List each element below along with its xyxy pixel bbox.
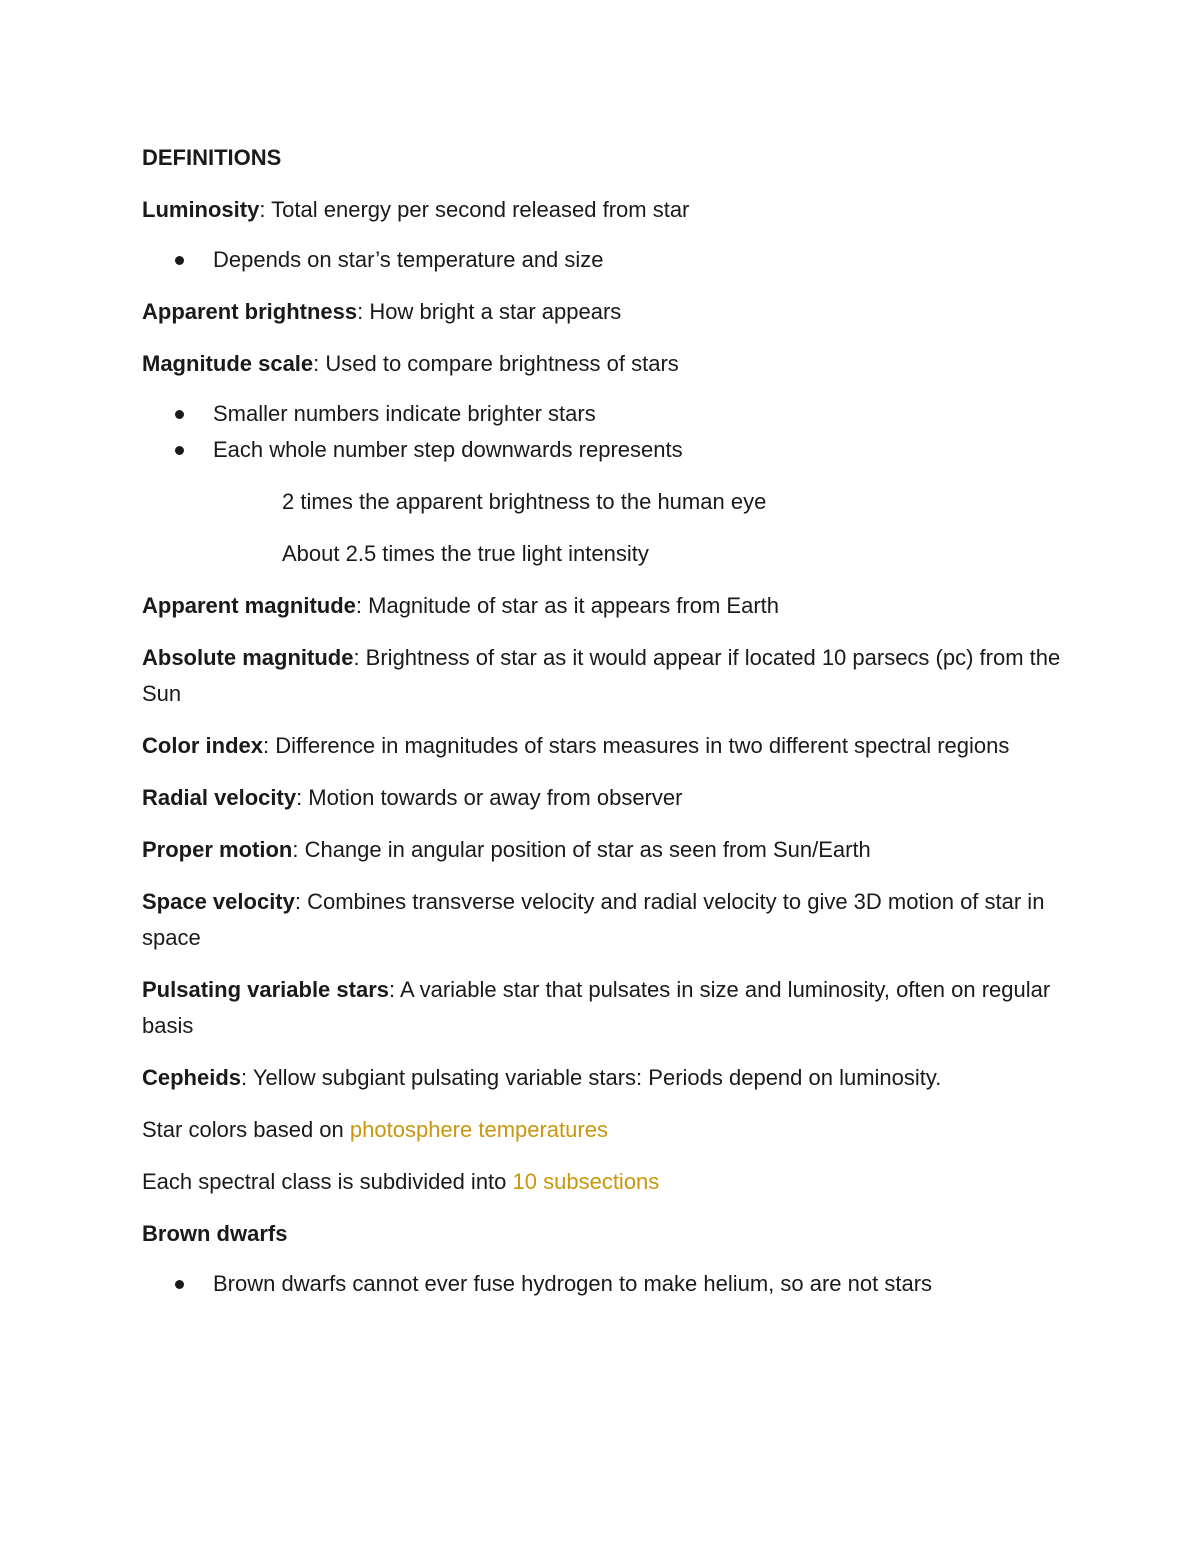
star-colors-line [142, 1112, 1062, 1148]
definition-text: : Used to compare brightness of stars [313, 351, 679, 376]
definition-pulsating-variable-stars [142, 972, 1062, 1044]
definition-luminosity [142, 192, 1062, 228]
brown-dwarfs-bullets [142, 1266, 1062, 1302]
definition-text: : Yellow subgiant pulsating variable stars: Periods depend on luminosity. [241, 1065, 942, 1090]
term: Absolute magnitude [142, 645, 354, 670]
term: Apparent brightness [142, 299, 358, 324]
highlighted-text: photosphere temperatures [349, 1117, 608, 1142]
term: Magnitude scale [142, 351, 314, 376]
definition-text: : Magnitude of star as it appears from Earth [355, 593, 779, 618]
bullet-icon [175, 446, 184, 455]
definition-apparent-magnitude [142, 588, 1062, 624]
definition-apparent-brightness [142, 294, 1062, 330]
definition-text: : Difference in magnitudes of stars measures in two different spectral regions [263, 733, 1010, 758]
plain-text: Each spectral class is subdivided into [142, 1169, 513, 1194]
term: Space velocity [142, 889, 295, 914]
term: Proper motion [142, 837, 293, 862]
definition-text: : Change in angular position of star as seen from Sun/Earth [292, 837, 871, 862]
plain-text: Star colors based on [142, 1117, 350, 1142]
section-heading: DEFINITIONS [142, 145, 282, 170]
definition-radial-velocity [142, 780, 1062, 816]
definition-text: : Motion towards or away from observer [296, 785, 683, 810]
bullet-icon [175, 1280, 184, 1289]
definition-text: : Brightness of star as it would appear if located 10 parsecs (pc) from the Sun [142, 645, 1061, 706]
term: Apparent magnitude [142, 593, 356, 618]
luminosity-bullets [142, 242, 1062, 278]
definition-magnitude-scale [142, 346, 1062, 382]
term: Radial velocity [142, 785, 297, 810]
indented-line: 2 times the apparent brightness to the human eye [282, 489, 767, 514]
bullet-icon [175, 256, 184, 265]
indented-line: About 2.5 times the true light intensity [282, 541, 649, 566]
list-item: Brown dwarfs cannot ever fuse hydrogen to make helium, so are not stars [142, 1266, 1062, 1302]
definition-text: : A variable star that pulsates in size and luminosity, often on regular basis [142, 977, 1051, 1038]
term: Cepheids [142, 1065, 242, 1090]
bullet-icon [175, 410, 184, 419]
term: Pulsating variable stars [142, 977, 389, 1002]
term: Color index [142, 733, 264, 758]
definition-space-velocity [142, 884, 1062, 956]
definition-color-index [142, 728, 1062, 764]
list-item: Smaller numbers indicate brighter stars [142, 396, 1062, 432]
definition-text: : Total energy per second released from star [259, 197, 690, 222]
highlighted-text: 10 subsections [512, 1169, 660, 1194]
definition-absolute-magnitude [142, 640, 1062, 712]
definition-text: : Combines transverse velocity and radial velocity to give 3D motion of star in space [142, 889, 1045, 950]
magnitude-scale-bullets [142, 396, 1062, 468]
document-page [142, 140, 1062, 1318]
definition-text: : How bright a star appears [357, 299, 622, 324]
spectral-class-line [142, 1164, 1062, 1200]
list-item: Each whole number step downwards represents [142, 432, 1062, 468]
definition-proper-motion [142, 832, 1062, 868]
term: Luminosity [142, 197, 260, 222]
definition-cepheids [142, 1060, 1062, 1096]
list-item: Depends on star’s temperature and size [142, 242, 1062, 278]
brown-dwarfs-heading: Brown dwarfs [142, 1221, 288, 1246]
